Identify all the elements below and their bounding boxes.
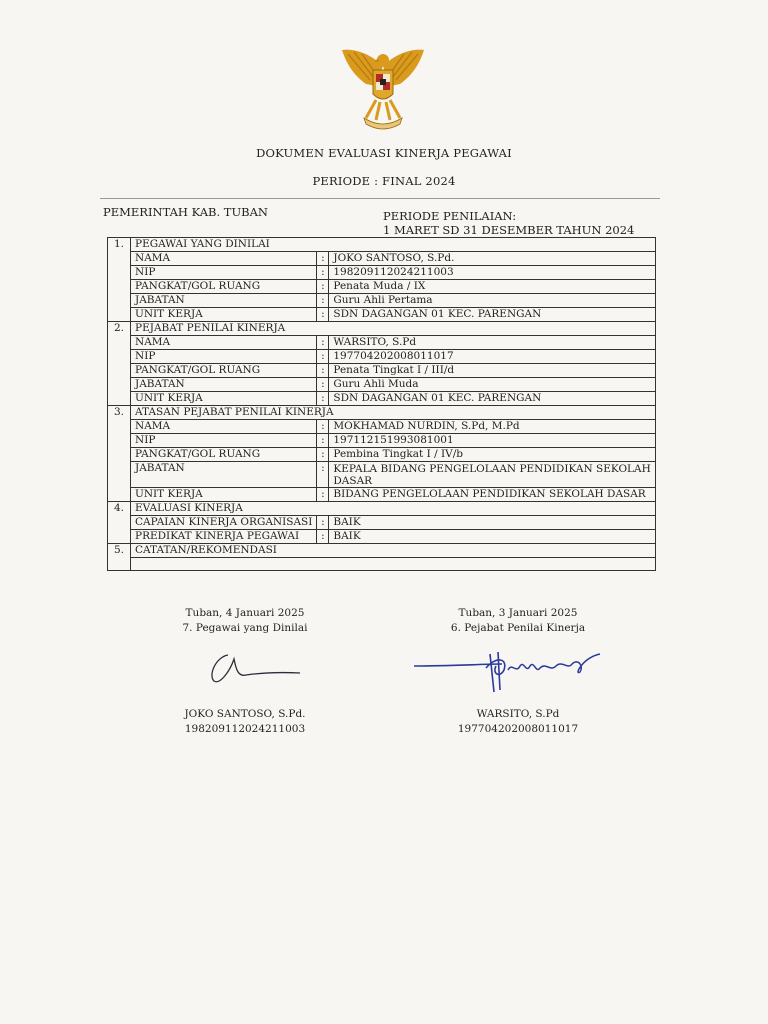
table-row bbox=[108, 336, 656, 350]
field-label: UNIT KERJA bbox=[131, 392, 317, 406]
section-title: CATATAN/REKOMENDASI bbox=[131, 544, 656, 558]
colon: : bbox=[317, 448, 329, 462]
section-title: PEJABAT PENILAI KINERJA bbox=[131, 322, 656, 336]
table-row bbox=[108, 530, 656, 544]
assessment-period-value: 1 MARET SD 31 DESEMBER TAHUN 2024 bbox=[383, 223, 635, 237]
section-header bbox=[108, 238, 656, 252]
colon: : bbox=[317, 462, 329, 488]
colon: : bbox=[317, 266, 329, 280]
table-row bbox=[108, 364, 656, 378]
evaluation-table bbox=[107, 237, 656, 571]
field-label: NIP bbox=[131, 434, 317, 448]
sign-place-date: Tuban, 4 Januari 2025 bbox=[185, 607, 305, 619]
section-title: EVALUASI KINERJA bbox=[131, 502, 656, 516]
section-header bbox=[108, 406, 656, 420]
field-value: 198209112024211003 bbox=[329, 266, 656, 280]
assessment-period bbox=[383, 209, 634, 237]
assessor-name-block bbox=[430, 707, 606, 737]
assessor-signature-block bbox=[430, 606, 606, 636]
table-row bbox=[108, 266, 656, 280]
sign-role: 6. Pejabat Penilai Kinerja bbox=[450, 622, 586, 634]
field-label: UNIT KERJA bbox=[131, 488, 317, 502]
field-label: CAPAIAN KINERJA ORGANISASI bbox=[131, 516, 317, 530]
employee-signature-block bbox=[165, 606, 325, 636]
colon: : bbox=[317, 308, 329, 322]
table-row bbox=[108, 350, 656, 364]
field-label: JABATAN bbox=[131, 378, 317, 392]
colon: : bbox=[317, 294, 329, 308]
field-value: SDN DAGANGAN 01 KEC. PARENGAN bbox=[329, 392, 656, 406]
table-row bbox=[108, 252, 656, 266]
table-row bbox=[108, 308, 656, 322]
assessment-period-label: PERIODE PENILAIAN: bbox=[383, 209, 517, 223]
field-value: 197112151993081001 bbox=[329, 434, 656, 448]
signer-nip: 198209112024211003 bbox=[184, 723, 306, 735]
colon: : bbox=[317, 336, 329, 350]
table-row bbox=[108, 462, 656, 488]
colon: : bbox=[317, 252, 329, 266]
field-value: 197704202008011017 bbox=[329, 350, 656, 364]
field-label: PANGKAT/GOL RUANG bbox=[131, 280, 317, 294]
colon: : bbox=[317, 420, 329, 434]
section-number: 2. bbox=[108, 322, 131, 406]
colon: : bbox=[317, 350, 329, 364]
field-value: Pembina Tingkat I / IV/b bbox=[329, 448, 656, 462]
employee-name-block bbox=[165, 707, 325, 737]
colon: : bbox=[317, 392, 329, 406]
divider bbox=[100, 198, 660, 199]
field-label: PANGKAT/GOL RUANG bbox=[131, 364, 317, 378]
field-value: KEPALA BIDANG PENGELOLAAN PENDIDIKAN SEKOLAH DASAR bbox=[329, 462, 656, 488]
field-value: Guru Ahli Pertama bbox=[329, 294, 656, 308]
table-row bbox=[108, 488, 656, 502]
colon: : bbox=[317, 516, 329, 530]
document-title: DOKUMEN EVALUASI KINERJA PEGAWAI bbox=[256, 146, 512, 160]
agency-name: PEMERINTAH KAB. TUBAN bbox=[103, 205, 268, 219]
document-period: PERIODE : FINAL 2024 bbox=[312, 174, 456, 188]
field-label: UNIT KERJA bbox=[131, 308, 317, 322]
signer-name: JOKO SANTOSO, S.Pd. bbox=[184, 708, 306, 720]
table-row bbox=[108, 448, 656, 462]
colon: : bbox=[317, 378, 329, 392]
field-label: JABATAN bbox=[131, 294, 317, 308]
field-label: NAMA bbox=[131, 420, 317, 434]
field-label: NIP bbox=[131, 350, 317, 364]
field-value: MOKHAMAD NURDIN, S.Pd, M.Pd bbox=[329, 420, 656, 434]
field-label: NIP bbox=[131, 266, 317, 280]
table-row bbox=[108, 294, 656, 308]
colon: : bbox=[317, 364, 329, 378]
field-label: NAMA bbox=[131, 336, 317, 350]
field-value: BAIK bbox=[329, 530, 656, 544]
table-row bbox=[108, 420, 656, 434]
table-row bbox=[108, 378, 656, 392]
field-label: JABATAN bbox=[131, 462, 317, 488]
garuda-emblem-icon bbox=[336, 46, 430, 132]
assessor-signature-icon bbox=[412, 644, 604, 696]
section-title: ATASAN PEJABAT PENILAI KINERJA bbox=[131, 406, 656, 420]
field-value: Penata Muda / IX bbox=[329, 280, 656, 294]
section-header bbox=[108, 502, 656, 516]
section-number: 4. bbox=[108, 502, 131, 544]
section-number: 1. bbox=[108, 238, 131, 322]
colon: : bbox=[317, 488, 329, 502]
section-number: 5. bbox=[108, 544, 131, 571]
field-value: SDN DAGANGAN 01 KEC. PARENGAN bbox=[329, 308, 656, 322]
notes-row bbox=[108, 558, 656, 571]
table-row bbox=[108, 280, 656, 294]
section-title: PEGAWAI YANG DINILAI bbox=[131, 238, 656, 252]
field-value: JOKO SANTOSO, S.Pd. bbox=[329, 252, 656, 266]
field-value: BAIK bbox=[329, 516, 656, 530]
section-number: 3. bbox=[108, 406, 131, 502]
sign-place-date: Tuban, 3 Januari 2025 bbox=[458, 607, 578, 619]
sign-role: 7. Pegawai yang Dinilai bbox=[182, 622, 308, 634]
field-label: NAMA bbox=[131, 252, 317, 266]
field-value: Guru Ahli Muda bbox=[329, 378, 656, 392]
field-value: BIDANG PENGELOLAAN PENDIDIKAN SEKOLAH DASAR bbox=[329, 488, 656, 502]
notes-cell bbox=[131, 558, 656, 571]
colon: : bbox=[317, 280, 329, 294]
section-header bbox=[108, 322, 656, 336]
section-header bbox=[108, 544, 656, 558]
signer-name: WARSITO, S.Pd bbox=[476, 708, 560, 720]
field-value: Penata Tingkat I / III/d bbox=[329, 364, 656, 378]
field-label: PANGKAT/GOL RUANG bbox=[131, 448, 317, 462]
field-label: PREDIKAT KINERJA PEGAWAI bbox=[131, 530, 317, 544]
colon: : bbox=[317, 434, 329, 448]
field-value: WARSITO, S.Pd bbox=[329, 336, 656, 350]
table-row bbox=[108, 392, 656, 406]
table-row bbox=[108, 516, 656, 530]
colon: : bbox=[317, 530, 329, 544]
signer-nip: 197704202008011017 bbox=[457, 723, 579, 735]
table-row bbox=[108, 434, 656, 448]
employee-signature-icon bbox=[200, 645, 310, 690]
